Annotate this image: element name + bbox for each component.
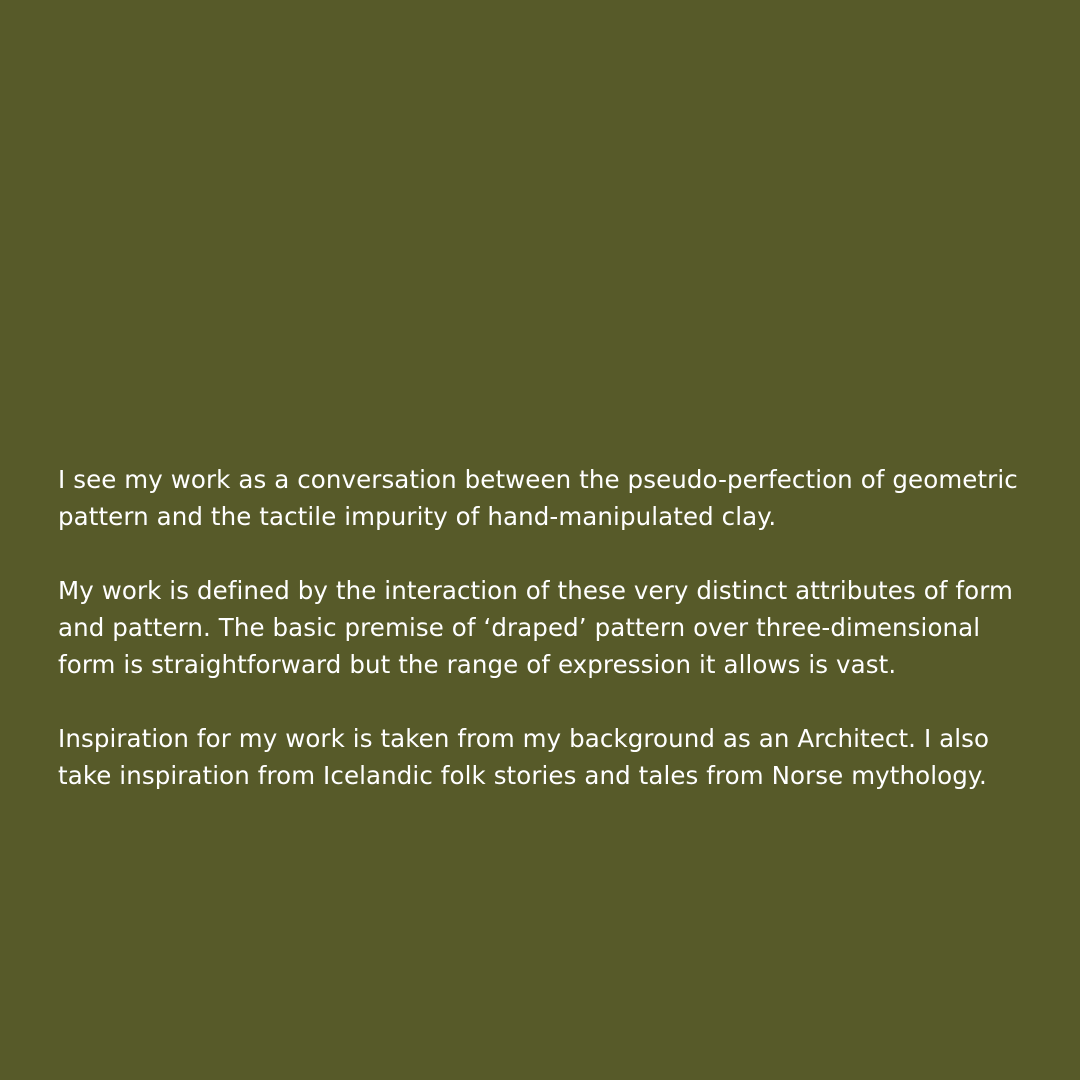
statement-paragraph-2: My work is defined by the interaction of these very distinct attributes of form and pattern. The basic premise of ‘draped’ pattern over three-dimensional form is straightforward but the range of expression it allows is vast. [58, 576, 1013, 679]
statement-text-block [58, 461, 1038, 794]
statement-paragraph-1: I see my work as a conversation between the pseudo-perfection of geometric pattern and the tactile impurity of hand-manipulated clay. [58, 465, 1018, 531]
statement-paragraph-3: Inspiration for my work is taken from my background as an Architect. I also take inspiration from Icelandic folk stories and tales from Norse mythology. [58, 724, 990, 790]
